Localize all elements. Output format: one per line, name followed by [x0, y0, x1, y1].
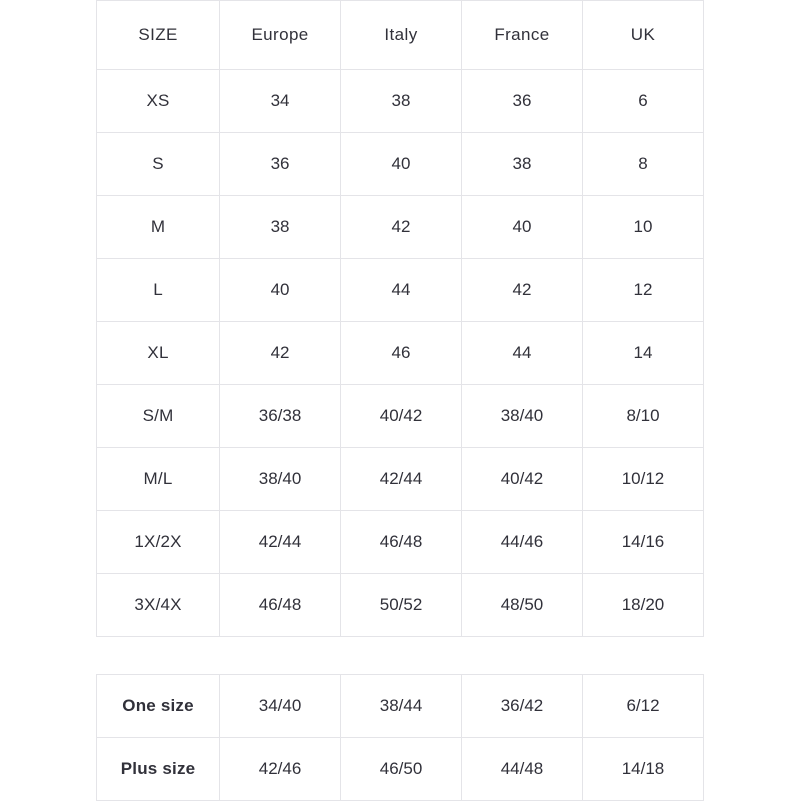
table-row — [97, 448, 704, 511]
table-row — [97, 322, 704, 385]
row-label: 1X/2X — [97, 511, 220, 574]
cell-uk: 12 — [582, 259, 703, 322]
column-header-uk: UK — [582, 1, 703, 70]
cell-europe: 36 — [220, 133, 341, 196]
cell-italy: 40/42 — [341, 385, 462, 448]
row-label: S/M — [97, 385, 220, 448]
row-label: XS — [97, 70, 220, 133]
cell-uk: 14 — [582, 322, 703, 385]
table-row — [97, 133, 704, 196]
table-row — [97, 574, 704, 637]
row-label: One size — [97, 675, 220, 738]
cell-italy: 38 — [341, 70, 462, 133]
table-row — [97, 738, 704, 801]
cell-uk: 18/20 — [582, 574, 703, 637]
cell-uk: 6/12 — [582, 675, 703, 738]
cell-france: 44/48 — [462, 738, 583, 801]
table-spacer — [96, 637, 704, 674]
cell-france: 40/42 — [462, 448, 583, 511]
row-label: Plus size — [97, 738, 220, 801]
cell-europe: 36/38 — [220, 385, 341, 448]
cell-europe: 42/44 — [220, 511, 341, 574]
cell-italy: 42 — [341, 196, 462, 259]
cell-italy: 46/50 — [341, 738, 462, 801]
row-label: M/L — [97, 448, 220, 511]
cell-uk: 6 — [582, 70, 703, 133]
cell-france: 48/50 — [462, 574, 583, 637]
special-table-body — [97, 675, 704, 801]
row-label: L — [97, 259, 220, 322]
cell-italy: 50/52 — [341, 574, 462, 637]
cell-europe: 34 — [220, 70, 341, 133]
cell-italy: 42/44 — [341, 448, 462, 511]
cell-uk: 8/10 — [582, 385, 703, 448]
cell-france: 44/46 — [462, 511, 583, 574]
cell-europe: 42 — [220, 322, 341, 385]
cell-italy: 40 — [341, 133, 462, 196]
special-size-table — [96, 674, 704, 801]
cell-italy: 46 — [341, 322, 462, 385]
row-label: 3X/4X — [97, 574, 220, 637]
cell-uk: 14/16 — [582, 511, 703, 574]
cell-uk: 8 — [582, 133, 703, 196]
column-header-france: France — [462, 1, 583, 70]
cell-italy: 46/48 — [341, 511, 462, 574]
cell-europe: 38 — [220, 196, 341, 259]
column-header-italy: Italy — [341, 1, 462, 70]
cell-france: 36/42 — [462, 675, 583, 738]
cell-europe: 40 — [220, 259, 341, 322]
cell-uk: 10 — [582, 196, 703, 259]
cell-france: 40 — [462, 196, 583, 259]
size-conversion-table — [96, 0, 704, 637]
cell-france: 44 — [462, 322, 583, 385]
cell-france: 36 — [462, 70, 583, 133]
cell-europe: 42/46 — [220, 738, 341, 801]
cell-france: 38/40 — [462, 385, 583, 448]
cell-france: 42 — [462, 259, 583, 322]
cell-italy: 38/44 — [341, 675, 462, 738]
table-row — [97, 675, 704, 738]
cell-italy: 44 — [341, 259, 462, 322]
table-row — [97, 511, 704, 574]
cell-europe: 46/48 — [220, 574, 341, 637]
row-label: M — [97, 196, 220, 259]
column-header-size: SIZE — [97, 1, 220, 70]
cell-uk: 14/18 — [582, 738, 703, 801]
row-label: XL — [97, 322, 220, 385]
table-body — [97, 70, 704, 637]
cell-europe: 34/40 — [220, 675, 341, 738]
table-header-row — [97, 1, 704, 70]
column-header-europe: Europe — [220, 1, 341, 70]
table-row — [97, 70, 704, 133]
row-label: S — [97, 133, 220, 196]
table-row — [97, 259, 704, 322]
table-header — [97, 1, 704, 70]
cell-uk: 10/12 — [582, 448, 703, 511]
cell-europe: 38/40 — [220, 448, 341, 511]
cell-france: 38 — [462, 133, 583, 196]
table-row — [97, 385, 704, 448]
table-row — [97, 196, 704, 259]
